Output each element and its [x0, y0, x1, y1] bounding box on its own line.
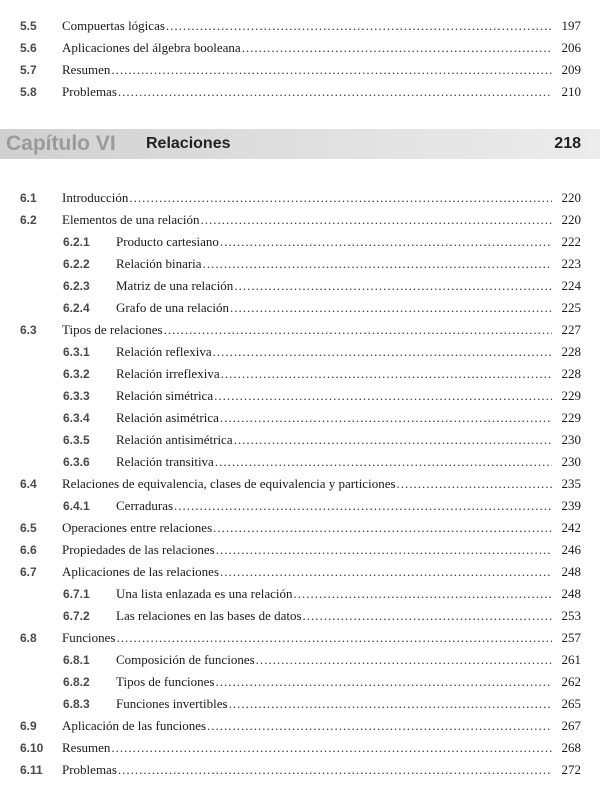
- toc-entry-6-4-1: [0, 496, 600, 516]
- entry-number: 6.4: [20, 477, 37, 491]
- toc-entry-6-3-2: [0, 364, 600, 384]
- entry-title: Relación antisimétrica .....: [116, 430, 552, 450]
- entry-page: 225: [561, 300, 581, 315]
- entry-number: 6.7.2: [63, 609, 90, 623]
- entry-title: Producto cartesiano .....: [116, 232, 552, 252]
- entry-number: 6.2.4: [63, 301, 90, 315]
- toc-entry-6-2-4: [0, 298, 600, 318]
- toc-entry-6-8: [0, 628, 600, 648]
- entry-title: Elementos de una relación .....: [62, 210, 552, 230]
- entry-number: 6.9: [20, 719, 37, 733]
- entry-number: 6.2: [20, 213, 37, 227]
- entry-number: 6.2.2: [63, 257, 90, 271]
- entry-page: 228: [561, 344, 581, 359]
- toc-entry-6-6: [0, 540, 600, 560]
- entry-number: 6.3.5: [63, 433, 90, 447]
- entry-page: 229: [561, 410, 581, 425]
- entry-number: 6.3.1: [63, 345, 90, 359]
- entry-page: 229: [561, 388, 581, 403]
- entry-title: Funciones .....: [62, 628, 552, 648]
- entry-number: 6.7.1: [63, 587, 90, 601]
- toc-entry-6-9: [0, 716, 600, 736]
- entry-page: 209: [561, 62, 581, 77]
- entry-number: 6.4.1: [63, 499, 90, 513]
- toc-entry-6-3-5: [0, 430, 600, 450]
- entry-number: 6.11: [20, 763, 43, 777]
- toc-entry-6-3-4: [0, 408, 600, 428]
- toc-entry-5-6: [0, 38, 600, 58]
- entry-page: 220: [561, 190, 581, 205]
- entry-title: Funciones invertibles .....: [116, 694, 552, 714]
- entry-title: Resumen .....: [62, 738, 552, 758]
- entry-page: 248: [561, 564, 581, 579]
- entry-title: Las relaciones en las bases de datos .....: [116, 606, 552, 626]
- chapter-label: Capítulo VI: [6, 132, 116, 155]
- entry-title: Una lista enlazada es una relación .....: [116, 584, 552, 604]
- entry-title: Tipos de relaciones .....: [62, 320, 552, 340]
- entry-title: Aplicación de las funciones .....: [62, 716, 552, 736]
- entry-number: 6.3.3: [63, 389, 90, 403]
- entry-number: 6.1: [20, 191, 37, 205]
- toc-entry-6-2-2: [0, 254, 600, 274]
- toc-entry-6-1: [0, 188, 600, 208]
- entry-title: Cerraduras .....: [116, 496, 552, 516]
- toc-entry-5-7: [0, 60, 600, 80]
- toc-entry-6-10: [0, 738, 600, 758]
- entry-page: 253: [561, 608, 581, 623]
- toc-entry-6-3: [0, 320, 600, 340]
- entry-page: 235: [561, 476, 581, 491]
- entry-page: 230: [561, 432, 581, 447]
- entry-title: Resumen .....: [62, 60, 552, 80]
- entry-number: 6.3.4: [63, 411, 90, 425]
- entry-title: Matriz de una relación .....: [116, 276, 552, 296]
- toc-entry-5-8: [0, 82, 600, 102]
- entry-page: 246: [561, 542, 581, 557]
- entry-page: 223: [561, 256, 581, 271]
- entry-page: 267: [561, 718, 581, 733]
- entry-number: 5.6: [20, 41, 37, 55]
- entry-number: 6.3.6: [63, 455, 90, 469]
- toc-entry-6-7-2: [0, 606, 600, 626]
- entry-page: 265: [561, 696, 581, 711]
- entry-page: 224: [561, 278, 581, 293]
- chapter-page: 218: [554, 135, 581, 152]
- toc-entry-6-3-6: [0, 452, 600, 472]
- entry-number: 6.7: [20, 565, 37, 579]
- chapter-name: Relaciones: [146, 135, 231, 152]
- entry-number: 5.5: [20, 19, 37, 33]
- toc-entry-6-3-1: [0, 342, 600, 362]
- entry-title: Relación reflexiva .....: [116, 342, 552, 362]
- entry-page: 262: [561, 674, 581, 689]
- entry-page: 227: [561, 322, 581, 337]
- entry-page: 242: [561, 520, 581, 535]
- entry-title: Operaciones entre relaciones .....: [62, 518, 552, 538]
- entry-title: Relaciones de equivalencia, clases de equivalencia y particiones .....: [62, 474, 552, 494]
- toc-entry-6-2-1: [0, 232, 600, 252]
- entry-number: 6.3.2: [63, 367, 90, 381]
- entry-title: Problemas .....: [62, 82, 552, 102]
- entry-title: Introducción .....: [62, 188, 552, 208]
- entry-page: 239: [561, 498, 581, 513]
- entry-page: 220: [561, 212, 581, 227]
- entry-page: 261: [561, 652, 581, 667]
- entry-title: Relación irreflexiva .....: [116, 364, 552, 384]
- entry-title: Relación asimétrica .....: [116, 408, 552, 428]
- entry-page: 228: [561, 366, 581, 381]
- entry-number: 6.2.3: [63, 279, 90, 293]
- entry-number: 6.8: [20, 631, 37, 645]
- toc-entry-6-7: [0, 562, 600, 582]
- entry-number: 6.8.2: [63, 675, 90, 689]
- entry-title: Relación transitiva .....: [116, 452, 552, 472]
- toc-entry-6-2: [0, 210, 600, 230]
- entry-number: 6.8.1: [63, 653, 90, 667]
- entry-title: Problemas .....: [62, 760, 552, 780]
- toc-entry-6-11: [0, 760, 600, 780]
- entry-number: 6.10: [20, 741, 44, 755]
- entry-title: Composición de funciones .....: [116, 650, 552, 670]
- entry-title: Tipos de funciones .....: [116, 672, 552, 692]
- entry-title: Aplicaciones de las relaciones .....: [62, 562, 552, 582]
- entry-number: 6.6: [20, 543, 37, 557]
- entry-number: 5.7: [20, 63, 37, 77]
- entry-number: 6.3: [20, 323, 37, 337]
- entry-title: Relación simétrica .....: [116, 386, 552, 406]
- entry-page: 197: [561, 18, 581, 33]
- entry-page: 248: [561, 586, 581, 601]
- entry-page: 230: [561, 454, 581, 469]
- entry-page: 206: [561, 40, 581, 55]
- entry-number: 6.5: [20, 521, 37, 535]
- toc-entry-6-8-1: [0, 650, 600, 670]
- entry-number: 6.2.1: [63, 235, 90, 249]
- entry-page: 257: [561, 630, 581, 645]
- entry-title: Compuertas lógicas .....: [62, 16, 552, 36]
- entry-title: Grafo de una relación .....: [116, 298, 552, 318]
- entry-page: 210: [561, 84, 581, 99]
- entry-page: 222: [561, 234, 581, 249]
- toc-entry-6-3-3: [0, 386, 600, 406]
- entry-title: Relación binaria .....: [116, 254, 552, 274]
- toc-entry-6-8-2: [0, 672, 600, 692]
- toc-entry-5-5: [0, 16, 600, 36]
- toc-entry-6-2-3: [0, 276, 600, 296]
- toc-entry-6-8-3: [0, 694, 600, 714]
- entry-number: 6.8.3: [63, 697, 90, 711]
- entry-number: 5.8: [20, 85, 37, 99]
- toc-entry-6-4: [0, 474, 600, 494]
- toc-entry-6-7-1: [0, 584, 600, 604]
- chapter-banner: [0, 129, 600, 159]
- entry-page: 272: [561, 762, 581, 777]
- entry-title: Aplicaciones del álgebra booleana .....: [62, 38, 552, 58]
- entry-page: 268: [561, 740, 581, 755]
- entry-title: Propiedades de las relaciones .....: [62, 540, 552, 560]
- toc-entry-6-5: [0, 518, 600, 538]
